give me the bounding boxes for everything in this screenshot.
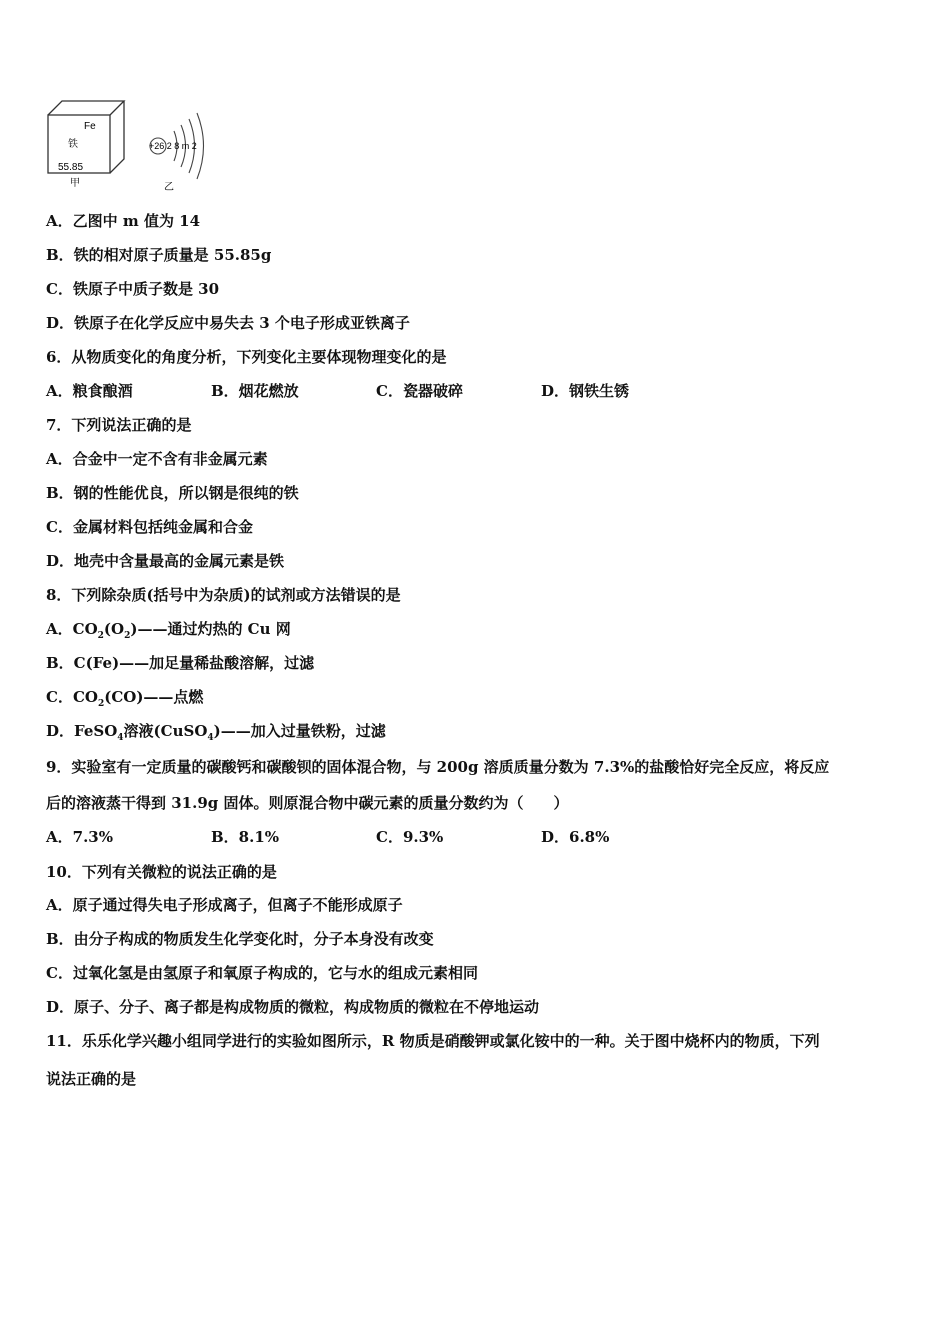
q9-stem-line2: 后的溶液蒸干得到 31.9g 固体。则原混合物中碳元素的质量分数约为（ ） xyxy=(46,794,569,812)
q7-option-d: D．地壳中含量最高的金属元素是铁 xyxy=(46,552,285,570)
q11-stem-line1: 11．乐乐化学兴趣小组同学进行的实验如图所示，R 物质是硝酸钾或氯化铵中的一种。关于图中烧杯内的物质，下列 xyxy=(46,1032,820,1050)
element-symbol: Fe xyxy=(84,121,96,132)
q7-option-b: B．钢的性能优良，所以钢是很纯的铁 xyxy=(46,484,299,502)
atomic-shell-values: +26 2 8 m 2 xyxy=(149,141,197,151)
q6-option-d: D．钢铁生锈 xyxy=(541,382,630,400)
q10-option-d: D．原子、分子、离子都是构成物质的微粒，构成物质的微粒在不停地运动 xyxy=(46,998,540,1016)
element-mass: 55.85 xyxy=(58,162,84,173)
q7-option-a: A．合金中一定不含有非金属元素 xyxy=(46,450,268,468)
q9-option-a: A．7.3% xyxy=(46,828,113,846)
q5-option-a: A．乙图中 m 值为 14 xyxy=(46,212,201,230)
q6-option-a: A．粮食酿酒 xyxy=(46,382,133,400)
element-name: 铁 xyxy=(68,139,78,150)
q5-option-b: B．铁的相对原子质量是 55.85g xyxy=(46,246,272,264)
label-jia: 甲 xyxy=(70,178,80,189)
q10-option-c: C．过氧化氢是由氢原子和氧原子构成的，它与水的组成元素相同 xyxy=(46,964,478,982)
label-yi: 乙 xyxy=(164,182,174,193)
q7-option-c: C．金属材料包括纯金属和合金 xyxy=(46,518,253,536)
q10-option-a: A．原子通过得失电子形成离子，但离子不能形成原子 xyxy=(46,896,403,914)
q8-option-a: A．$CO_2(O_2)——$通过灼热的 Cu 网 xyxy=(46,620,291,641)
q8-option-d: D．FeSO$_4$溶液(CuSO$_4$)——加入过量铁粉，过滤 xyxy=(46,722,386,743)
q8-stem: 8．下列除杂质(括号中为杂质)的试剂或方法错误的是 xyxy=(46,586,401,604)
q6-option-c: C．瓷器破碎 xyxy=(376,382,463,400)
q5-option-d: D．铁原子在化学反应中易失去 3 个电子形成亚铁离子 xyxy=(46,314,410,332)
q6-option-b: B．烟花燃放 xyxy=(211,382,299,400)
q9-stem-line1: 9．实验室有一定质量的碳酸钙和碳酸钡的固体混合物，与 200g 溶质质量分数为 7.3%的盐酸恰好完全反应，将反应 xyxy=(46,758,830,776)
q9-option-d: D．6.8% xyxy=(541,828,610,846)
q10-option-b: B．由分子构成的物质发生化学变化时，分子本身没有改变 xyxy=(46,930,434,948)
q8-option-c: C．$CO_2(CO)——$点燃 xyxy=(46,688,204,709)
q6-stem: 6．从物质变化的角度分析，下列变化主要体现物理变化的是 xyxy=(46,348,447,366)
q5-option-c: C．铁原子中质子数是 30 xyxy=(46,280,220,298)
q9-option-b: B．8.1% xyxy=(211,828,280,846)
q7-stem: 7．下列说法正确的是 xyxy=(46,416,192,434)
q8-option-b: B．C(Fe)——加足量稀盐酸溶解，过滤 xyxy=(46,654,315,672)
q10-stem: 10．下列有关微粒的说法正确的是 xyxy=(46,863,277,881)
q9-option-c: C．9.3% xyxy=(376,828,444,846)
iron-figure xyxy=(40,95,220,195)
q11-stem-line2: 说法正确的是 xyxy=(46,1070,137,1088)
